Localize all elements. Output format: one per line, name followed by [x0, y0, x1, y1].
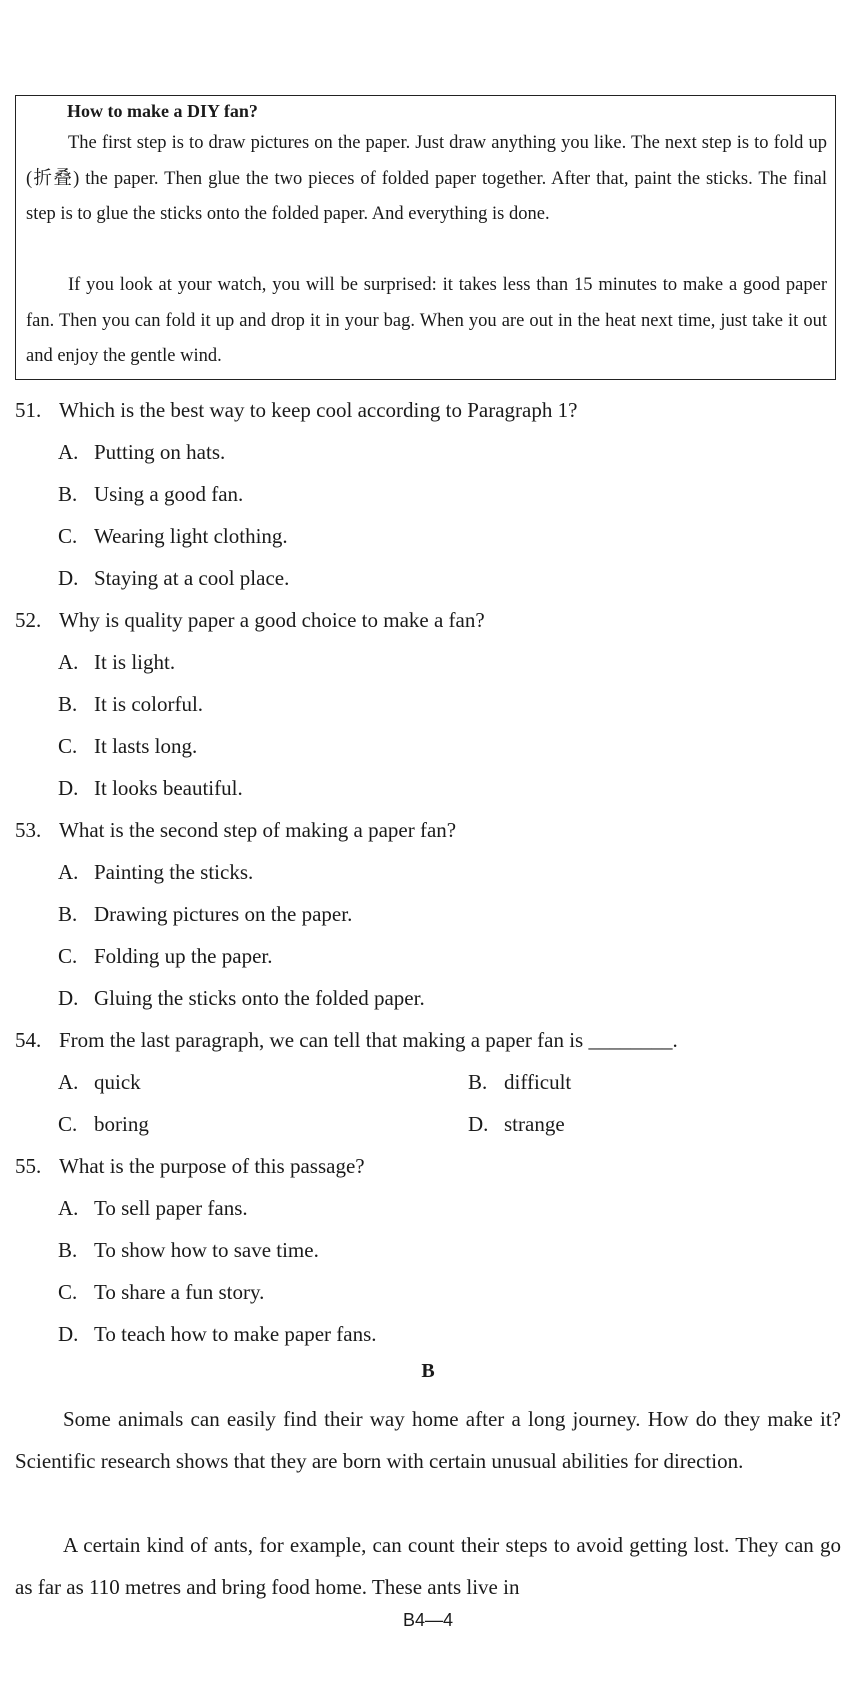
question-number: 53.: [15, 818, 42, 842]
option-54-c[interactable]: [58, 1112, 149, 1137]
option-text: It looks beautiful.: [94, 776, 243, 800]
question-number: 51.: [15, 398, 42, 422]
option-letter: A.: [58, 860, 79, 884]
question-number: 54.: [15, 1028, 42, 1052]
section-b-paragraph-1: Some animals can easily find their way home after a long journey. How do they make it? Scientific research shows that they are born with certain unusual abilities for direction.: [15, 1407, 841, 1473]
option-53-b[interactable]: [58, 902, 352, 927]
option-51-a[interactable]: [58, 440, 225, 465]
question-number: 55.: [15, 1154, 42, 1178]
option-text: It is light.: [94, 650, 176, 674]
option-text: Painting the sticks.: [94, 860, 254, 884]
option-letter: C.: [58, 734, 78, 758]
option-text: boring: [94, 1112, 149, 1136]
question-53: [15, 818, 456, 843]
option-54-d[interactable]: [468, 1112, 565, 1137]
question-text: Which is the best way to keep cool according to Paragraph 1?: [59, 398, 578, 422]
option-letter: A.: [58, 650, 79, 674]
option-52-a[interactable]: [58, 650, 175, 675]
option-text: Putting on hats.: [94, 440, 226, 464]
option-55-d[interactable]: [58, 1322, 377, 1347]
option-letter: C.: [58, 1112, 78, 1136]
option-text: To show how to save time.: [94, 1238, 319, 1262]
option-letter: D.: [58, 1322, 79, 1346]
option-letter: B.: [468, 1070, 488, 1094]
option-letter: C.: [58, 524, 78, 548]
option-55-c[interactable]: [58, 1280, 264, 1305]
option-letter: B.: [58, 692, 78, 716]
option-53-c[interactable]: [58, 944, 272, 969]
option-text: It is colorful.: [94, 692, 204, 716]
option-letter: B.: [58, 902, 78, 926]
option-text: Wearing light clothing.: [94, 524, 288, 548]
question-51: [15, 398, 577, 423]
option-51-b[interactable]: [58, 482, 243, 507]
option-text: To teach how to make paper fans.: [94, 1322, 377, 1346]
question-54: [15, 1028, 678, 1053]
option-54-b[interactable]: [468, 1070, 571, 1095]
option-letter: A.: [58, 1070, 79, 1094]
question-text: Why is quality paper a good choice to make a fan?: [59, 608, 485, 632]
question-text: From the last paragraph, we can tell that making a paper fan is ________.: [59, 1028, 678, 1052]
option-text: To share a fun story.: [94, 1280, 265, 1304]
option-52-c[interactable]: [58, 734, 197, 759]
question-55: [15, 1154, 365, 1179]
option-text: Drawing pictures on the paper.: [94, 902, 353, 926]
option-text: Staying at a cool place.: [94, 566, 290, 590]
section-b-paragraph-2: A certain kind of ants, for example, can count their steps to avoid getting lost. They can go as far as 110 metres and bring food home. These ants live in: [15, 1533, 841, 1599]
option-letter: D.: [58, 986, 79, 1010]
option-text: Folding up the paper.: [94, 944, 273, 968]
section-b-heading: B: [421, 1360, 435, 1382]
option-53-d[interactable]: [58, 986, 425, 1011]
option-text: quick: [94, 1070, 141, 1094]
option-51-c[interactable]: [58, 524, 288, 549]
option-52-b[interactable]: [58, 692, 203, 717]
option-letter: D.: [58, 776, 79, 800]
option-text: Gluing the sticks onto the folded paper.: [94, 986, 425, 1010]
option-letter: C.: [58, 944, 78, 968]
passage-title: How to make a DIY fan?: [67, 101, 258, 121]
option-text: difficult: [504, 1070, 572, 1094]
option-55-b[interactable]: [58, 1238, 319, 1263]
option-letter: C.: [58, 1280, 78, 1304]
question-text: What is the second step of making a paper fan?: [59, 818, 457, 842]
option-letter: A.: [58, 440, 79, 464]
page-number: B4—4: [402, 1610, 454, 1630]
option-text: To sell paper fans.: [94, 1196, 248, 1220]
passage-paragraph-2: If you look at your watch, you will be surprised: it takes less than 15 minutes to make a good paper fan. Then you can fold it up and drop it in your bag. When you are out in the heat next time, just take it out and enjoy the gentle wind.: [26, 275, 827, 366]
option-letter: D.: [58, 566, 79, 590]
option-letter: B.: [58, 482, 78, 506]
option-text: It lasts long.: [94, 734, 198, 758]
option-52-d[interactable]: [58, 776, 243, 801]
option-54-a[interactable]: [58, 1070, 141, 1095]
option-letter: B.: [58, 1238, 78, 1262]
option-text: strange: [504, 1112, 565, 1136]
option-letter: A.: [58, 1196, 79, 1220]
option-55-a[interactable]: [58, 1196, 248, 1221]
question-number: 52.: [15, 608, 42, 632]
question-text: What is the purpose of this passage?: [59, 1154, 365, 1178]
passage-paragraph-1: The first step is to draw pictures on the paper. Just draw anything you like. The next step is to fold up (折叠) the paper. Then glue the two pieces of folded paper together. After that, paint the sticks. The final step is to glue the sticks onto the folded paper. And everything is done.: [26, 133, 827, 224]
option-text: Using a good fan.: [94, 482, 244, 506]
option-53-a[interactable]: [58, 860, 253, 885]
option-51-d[interactable]: [58, 566, 289, 591]
option-letter: D.: [468, 1112, 489, 1136]
question-52: [15, 608, 485, 633]
